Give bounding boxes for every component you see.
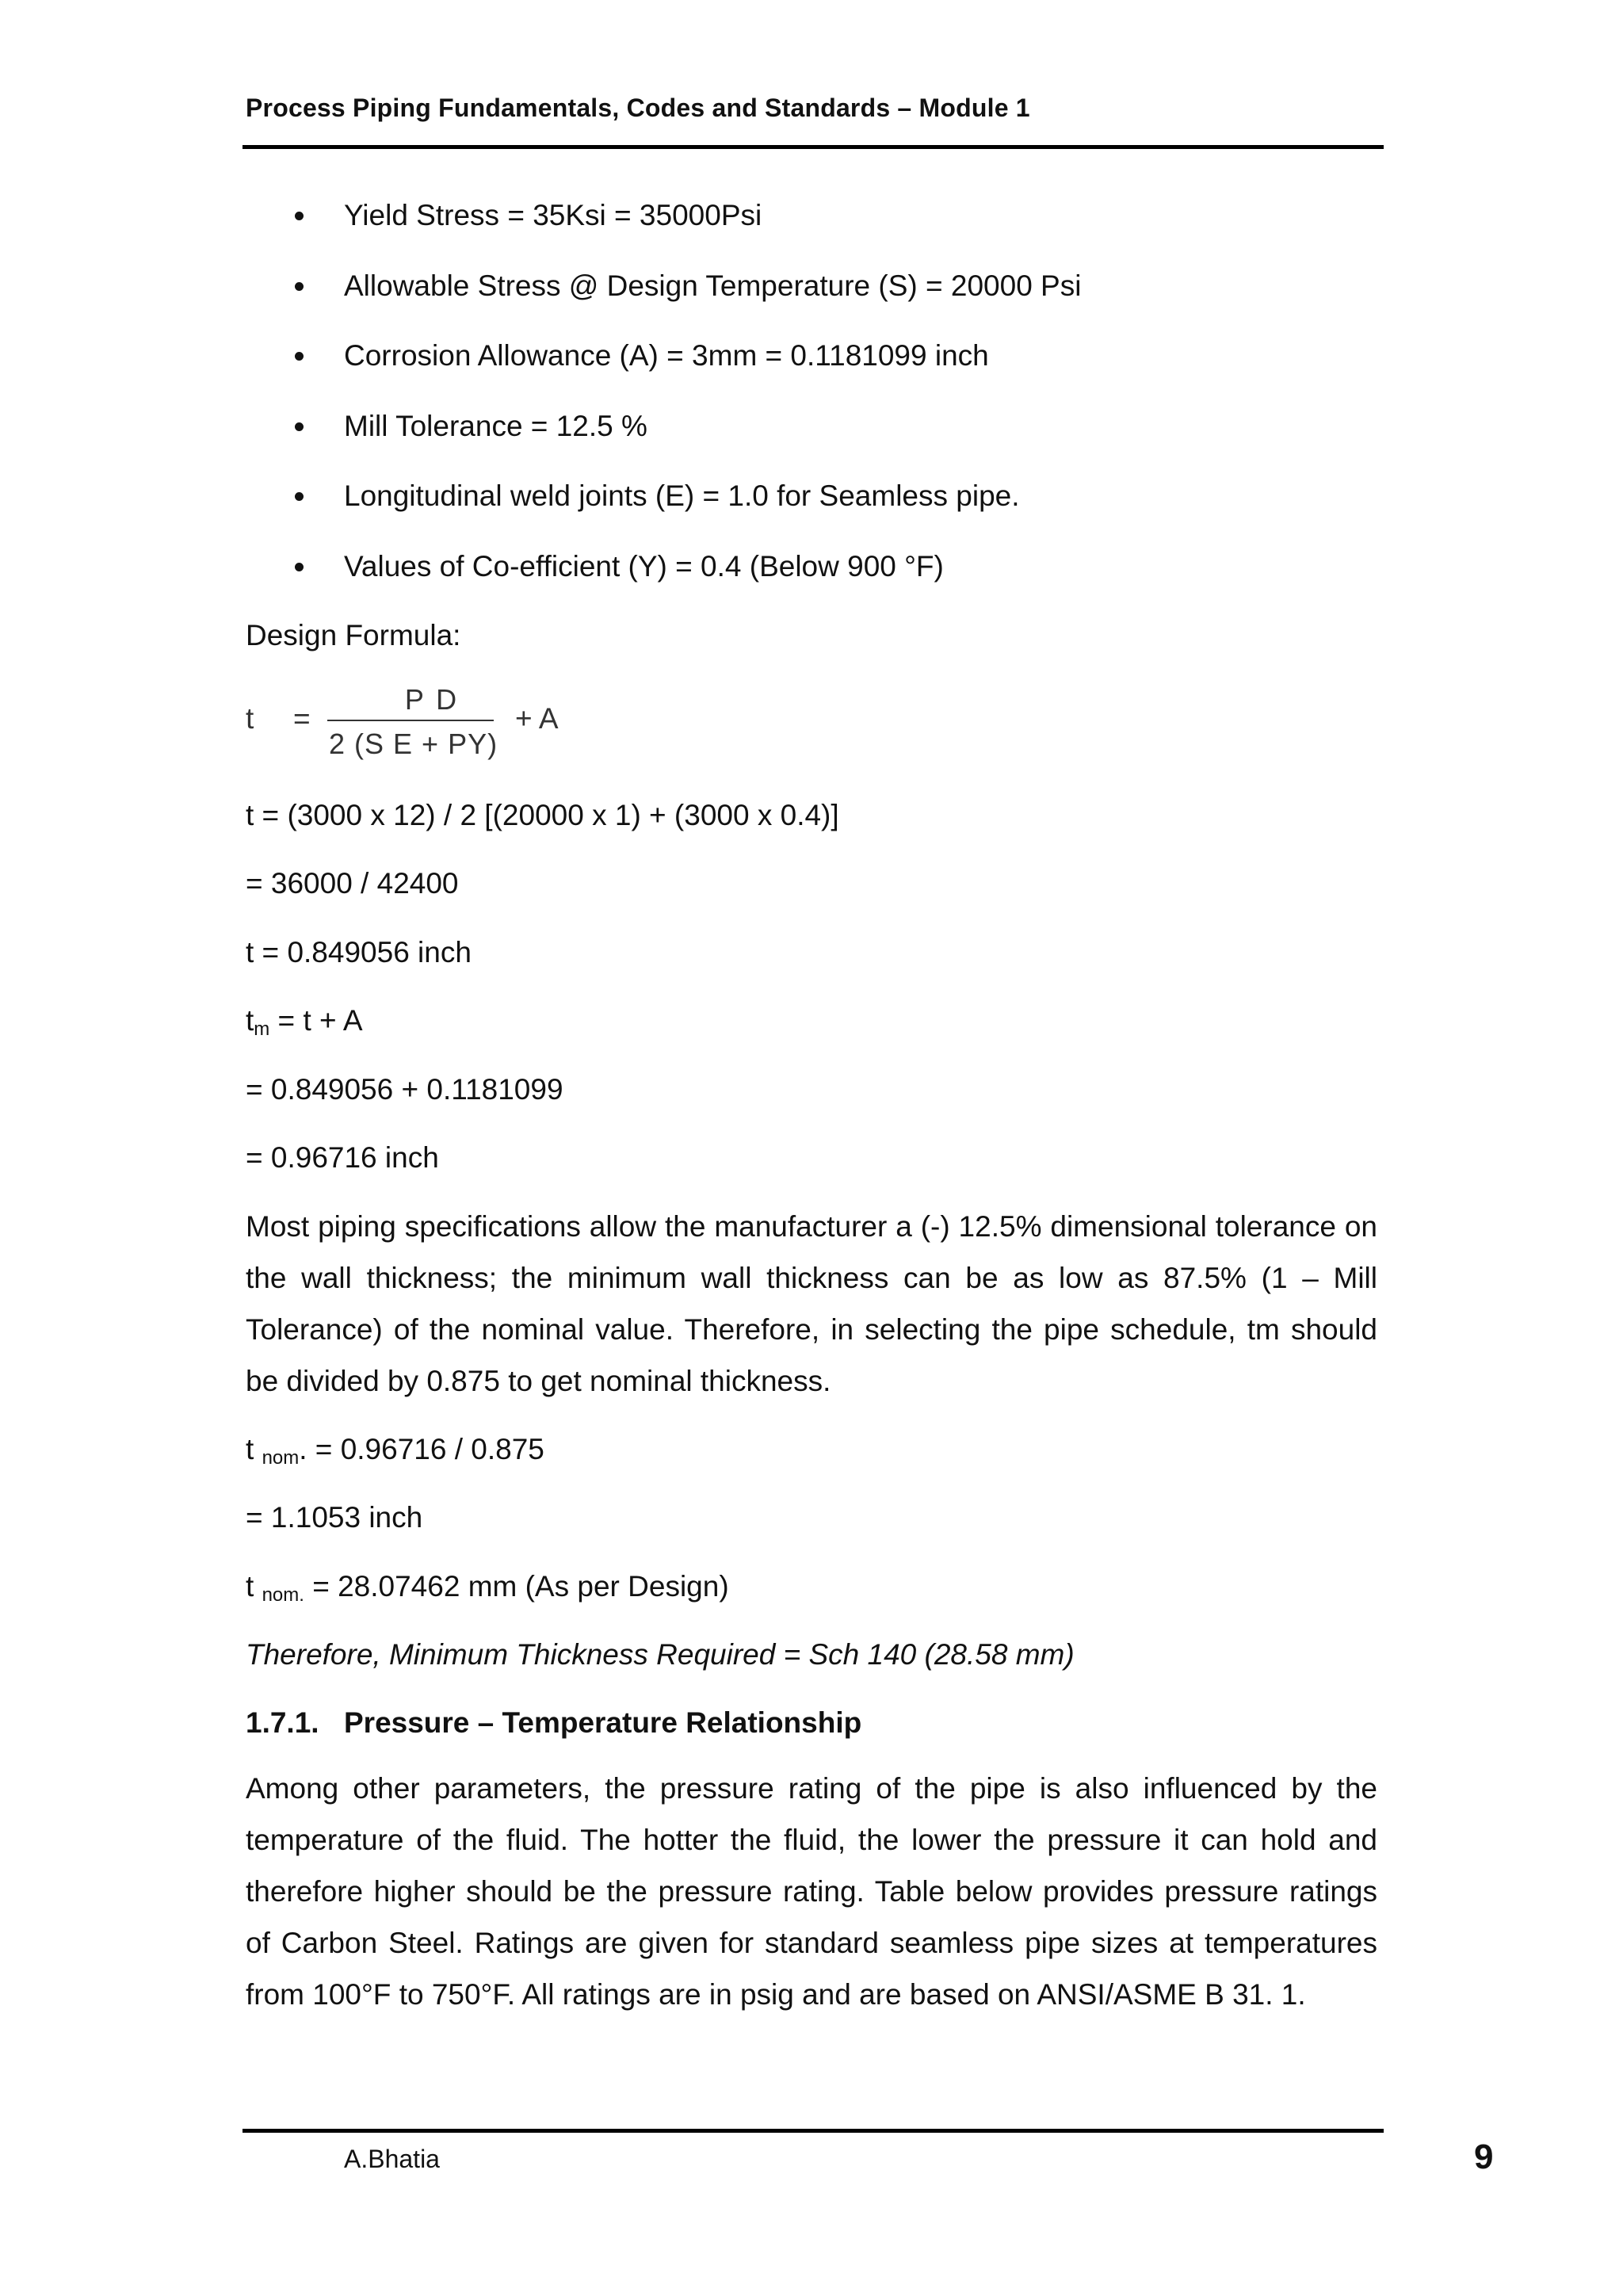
nom-subscript: nom. [262, 1584, 304, 1606]
list-item [246, 267, 1387, 338]
bullet-icon [295, 563, 304, 571]
calc-line: = 0.96716 inch [246, 1141, 439, 1174]
nominal-expression: . = 0.96716 / 0.875 [299, 1433, 544, 1465]
t-symbol: t [246, 1570, 254, 1603]
header-divider [242, 145, 1384, 149]
section-heading [246, 1704, 861, 1742]
calc-line: t = (3000 x 12) / 2 [(20000 x 1) + (3000 x 0.4)] [246, 799, 839, 831]
tm-expression: = t + A [269, 1004, 363, 1037]
calc-line: t = 0.849056 inch [246, 936, 472, 968]
fraction-bar [327, 720, 494, 721]
tm-subscript: m [254, 1018, 270, 1040]
tm-symbol: t [246, 1004, 254, 1037]
list-item-text: Mill Tolerance = 12.5 % [344, 409, 647, 442]
list-item [246, 337, 1387, 407]
list-item-text: Corrosion Allowance (A) = 3mm = 0.1181099 inch [344, 339, 989, 372]
list-item-text: Yield Stress = 35Ksi = 35000Psi [344, 199, 762, 231]
nominal-thickness-equation [246, 1431, 544, 1477]
nominal-mm-expression: = 28.07462 mm (As per Design) [304, 1570, 729, 1603]
parameter-list [246, 197, 1387, 617]
section-paragraph: Among other parameters, the pressure rating of the pipe is also influenced by the temperature of the fluid. The hotter the fluid, the lower the pressure it can hold and therefore higher should be the pressure rating. Table below provides pressure ratings of Carbon Steel. Ratings are given for standard seamless pipe sizes at temperatures from 100°F to 750°F. All ratings are in psig and are based on ANSI/ASME B 31. 1. [246, 1772, 1377, 2011]
calc-line: = 0.849056 + 0.1181099 [246, 1073, 563, 1106]
list-item [246, 407, 1387, 478]
formula-equals: = [293, 702, 311, 735]
bullet-icon [295, 212, 304, 220]
conclusion-line: Therefore, Minimum Thickness Required = Sch 140 (28.58 mm) [246, 1638, 1075, 1671]
calc-line: = 36000 / 42400 [246, 867, 459, 900]
tm-equation [246, 1002, 363, 1049]
page-header-title: Process Piping Fundamentals, Codes and Standards – Module 1 [246, 94, 1030, 122]
list-item-text: Values of Co-efficient (Y) = 0.4 (Below 900 °F) [344, 549, 944, 583]
list-item [246, 197, 1387, 267]
formula-plus-term: + A [515, 702, 559, 735]
design-formula-label: Design Formula: [246, 619, 461, 651]
design-formula-equation [246, 683, 579, 770]
section-title: Pressure – Temperature Relationship [344, 1706, 862, 1739]
tolerance-paragraph: Most piping specifications allow the manufacturer a (-) 12.5% dimensional tolerance on the wall thickness; the minimum wall thickness can be as low as 87.5% (1 – Mill Tolerance) of the nominal value. Therefore, in selecting the pipe schedule, tm should be divided by 0.875 to get nominal thickness. [246, 1210, 1377, 1397]
footer-author: A.Bhatia [344, 2145, 440, 2173]
bullet-icon [295, 282, 304, 291]
list-item-text: Allowable Stress @ Design Temperature (S) = 20000 Psi [344, 269, 1082, 302]
page-number: 9 [1474, 2137, 1494, 2176]
formula-numerator: P D [404, 683, 460, 716]
bullet-icon [295, 352, 304, 361]
footer-divider [242, 2129, 1384, 2133]
t-symbol: t [246, 1433, 254, 1465]
list-item [246, 548, 1387, 618]
formula-lhs: t [246, 702, 254, 735]
bullet-icon [295, 422, 304, 431]
nominal-thickness-mm [246, 1568, 729, 1614]
bullet-icon [295, 492, 304, 501]
list-item-text: Longitudinal weld joints (E) = 1.0 for Seamless pipe. [344, 479, 1020, 512]
calc-line: = 1.1053 inch [246, 1501, 423, 1534]
formula-denominator: 2 (S E + PY) [329, 728, 498, 760]
list-item [246, 477, 1387, 548]
nom-subscript: nom [262, 1447, 300, 1469]
section-number: 1.7.1. [246, 1706, 319, 1739]
